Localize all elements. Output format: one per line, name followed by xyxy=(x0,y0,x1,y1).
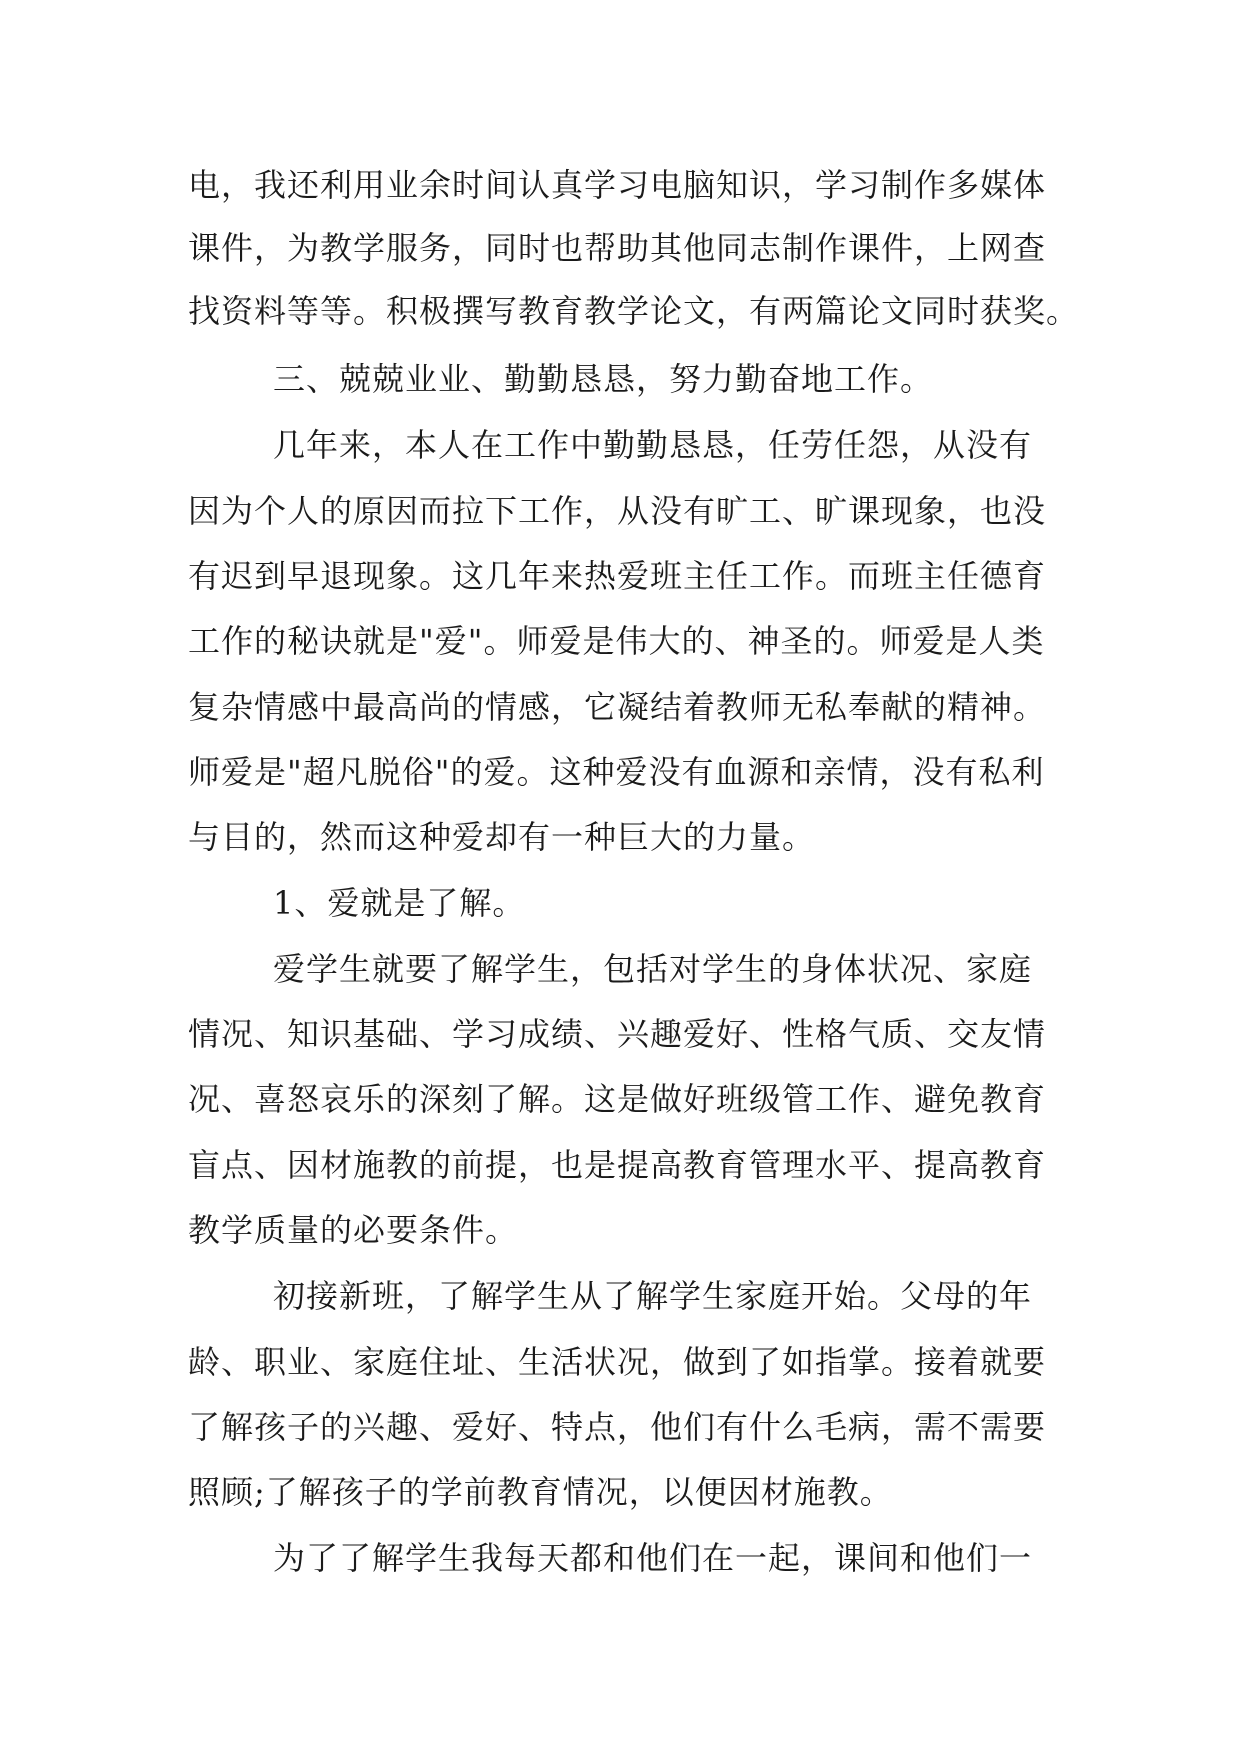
section-heading: 三、兢兢业业、勤勤恳恳，努力勤奋地工作。 xyxy=(273,360,934,398)
text-line: 几年来，本人在工作中勤勤恳恳，任劳任怨，从没有 xyxy=(273,426,1033,464)
text-line: 情况、知识基础、学习成绩、兴趣爱好、性格气质、交友情 xyxy=(188,1015,1047,1053)
text-line: 复杂情感中最高尚的情感，它凝结着教师无私奉献的精神。 xyxy=(188,688,1047,726)
text-line: 工作的秘诀就是"爱"。师爱是伟大的、神圣的。师爱是人类 xyxy=(188,622,1045,660)
text-line: 为了了解学生我每天都和他们在一起，课间和他们一 xyxy=(273,1539,1033,1577)
text-line: 因为个人的原因而拉下工作，从没有旷工、旷课现象，也没 xyxy=(188,492,1047,530)
text-line: 龄、职业、家庭住址、生活状况，做到了如指掌。接着就要 xyxy=(188,1343,1047,1381)
text-line: 教学质量的必要条件。 xyxy=(188,1211,519,1249)
text-line: 照顾;了解孩子的学前教育情况，以便因材施教。 xyxy=(188,1473,893,1511)
text-line: 盲点、因材施教的前提，也是提高教育管理水平、提高教育 xyxy=(188,1146,1047,1184)
text-line: 了解孩子的兴趣、爱好、特点，他们有什么毛病，需不需要 xyxy=(188,1408,1047,1446)
subsection-heading: 1、爱就是了解。 xyxy=(273,884,526,922)
text-line: 电，我还利用业余时间认真学习电脑知识，学习制作多媒体 xyxy=(188,166,1047,204)
text-line: 况、喜怒哀乐的深刻了解。这是做好班级管工作、避免教育 xyxy=(188,1080,1047,1118)
text-line: 与目的，然而这种爱却有一种巨大的力量。 xyxy=(188,818,816,856)
text-line: 找资料等等。积极撰写教育教学论文，有两篇论文同时获奖。 xyxy=(188,292,1080,330)
text-line: 师爱是"超凡脱俗"的爱。这种爱没有血源和亲情，没有私利 xyxy=(188,753,1045,791)
text-line: 课件，为教学服务，同时也帮助其他同志制作课件，上网查 xyxy=(188,229,1047,267)
text-line: 初接新班，了解学生从了解学生家庭开始。父母的年 xyxy=(273,1277,1033,1315)
text-line: 有迟到早退现象。这几年来热爱班主任工作。而班主任德育 xyxy=(188,557,1047,595)
text-line: 爱学生就要了解学生，包括对学生的身体状况、家庭 xyxy=(273,950,1033,988)
